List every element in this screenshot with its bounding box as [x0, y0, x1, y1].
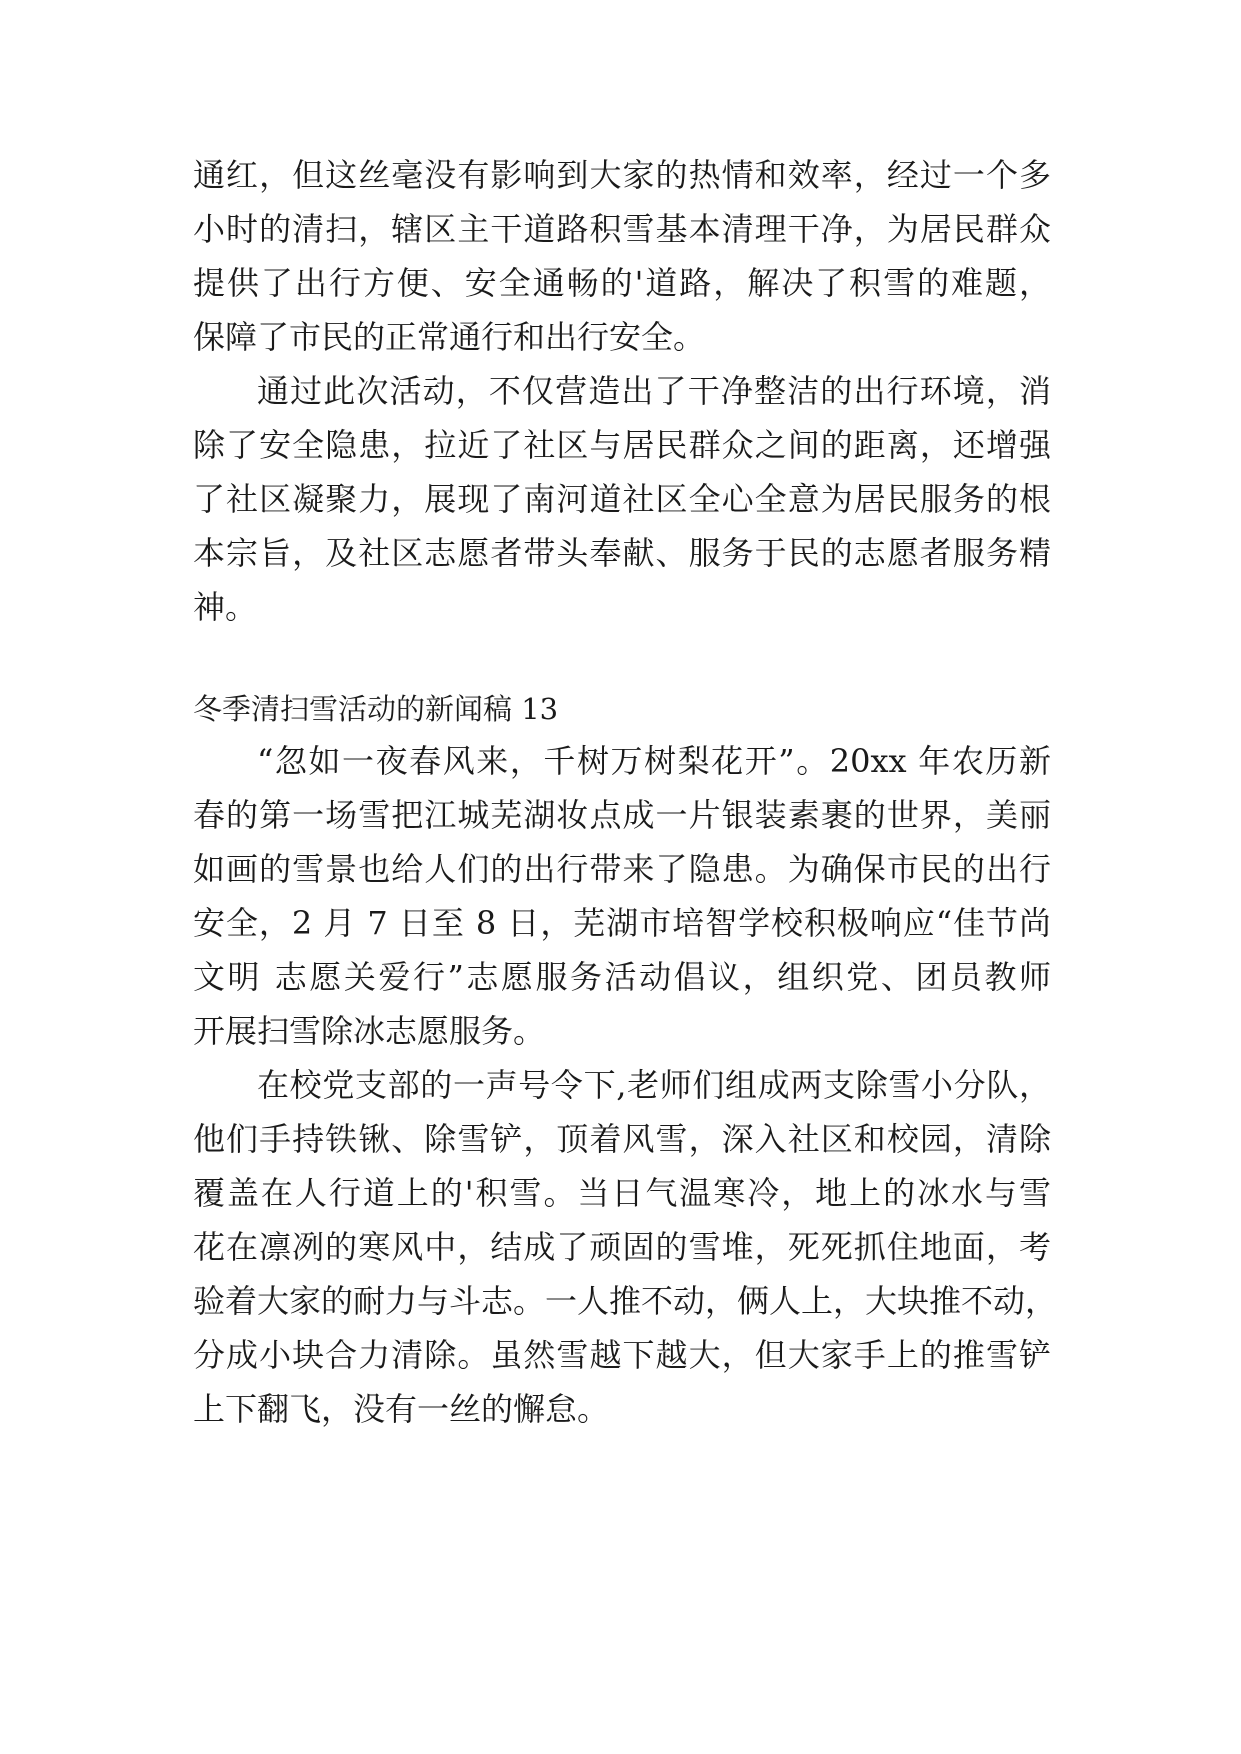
paragraph-line: 覆盖在人行道上的'积雪。当日气温寒冷，地上的冰水与雪	[193, 1174, 1051, 1212]
paragraph-line: 上下翻飞，没有一丝的懈怠。	[193, 1390, 610, 1428]
paragraph-line: 分成小块合力清除。虽然雪越下越大，但大家手上的推雪铲	[193, 1336, 1051, 1374]
paragraph-line: 保障了市民的正常通行和出行安全。	[193, 318, 706, 356]
paragraph-line: 神。	[193, 588, 258, 626]
paragraph-line: 除了安全隐患，拉近了社区与居民群众之间的距离，还增强	[193, 426, 1051, 464]
paragraph-line: 安全，2 月 7 日至 8 日，芜湖市培智学校积极响应“佳节尚	[193, 904, 1051, 942]
paragraph-line: 文明 志愿关爱行”志愿服务活动倡议，组织党、团员教师	[193, 958, 1051, 996]
paragraph-line: 了社区凝聚力，展现了南河道社区全心全意为居民服务的根	[193, 480, 1051, 518]
paragraph-line: 他们手持铁锹、除雪铲，顶着风雪，深入社区和校园，清除	[193, 1120, 1051, 1158]
paragraph-line: 通红，但这丝毫没有影响到大家的热情和效率，经过一个多	[193, 156, 1051, 194]
paragraph-line: 小时的清扫，辖区主干道路积雪基本清理干净，为居民群众	[193, 210, 1051, 248]
paragraph-line: 提供了出行方便、安全通畅的'道路，解决了积雪的难题，	[193, 264, 1051, 302]
article-title: 冬季清扫雪活动的新闻稿 13	[193, 692, 559, 726]
paragraph-line: 春的第一场雪把江城芜湖妆点成一片银装素裹的世界，美丽	[193, 796, 1051, 834]
paragraph-line: 如画的雪景也给人们的出行带来了隐患。为确保市民的出行	[193, 850, 1051, 888]
paragraph-line: 验着大家的耐力与斗志。一人推不动，俩人上，大块推不动，	[193, 1282, 1058, 1320]
paragraph-line: 本宗旨，及社区志愿者带头奉献、服务于民的志愿者服务精	[193, 534, 1051, 572]
paragraph-line: 在校党支部的一声号令下,老师们组成两支除雪小分队，	[257, 1066, 1051, 1104]
paragraph-line: 花在凛冽的寒风中，结成了顽固的雪堆，死死抓住地面，考	[193, 1228, 1051, 1266]
paragraph-line: 通过此次活动，不仅营造出了干净整洁的出行环境，消	[257, 372, 1051, 410]
paragraph-line: 开展扫雪除冰志愿服务。	[193, 1012, 546, 1050]
paragraph-line: “忽如一夜春风来，千树万树梨花开”。20xx 年农历新	[257, 742, 1051, 780]
